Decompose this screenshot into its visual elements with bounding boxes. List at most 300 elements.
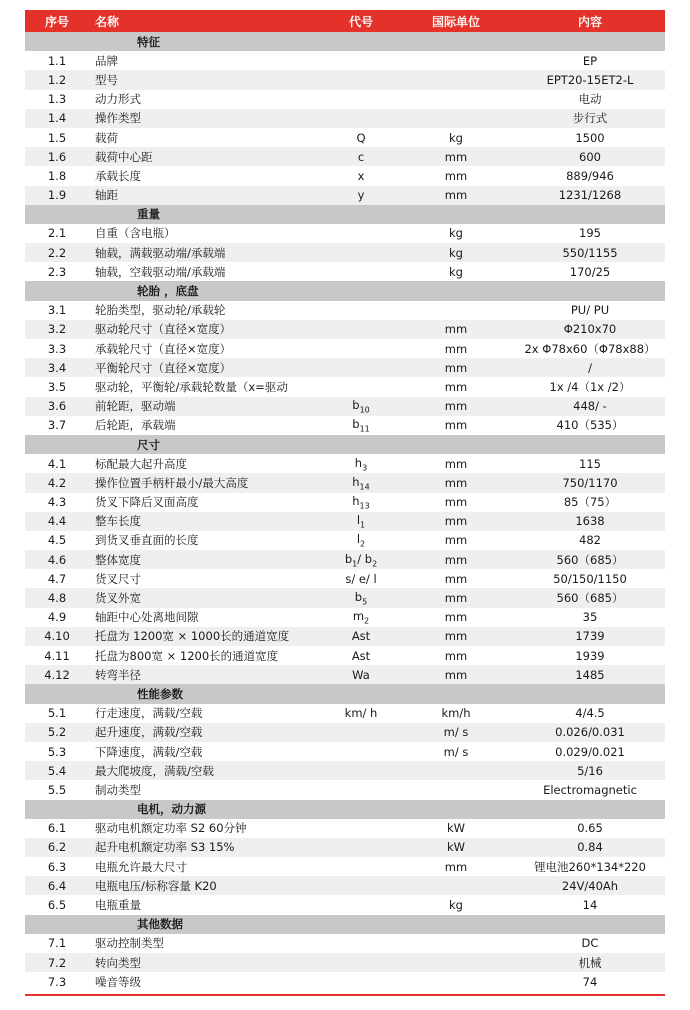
table-row <box>25 454 665 473</box>
table-row <box>25 627 665 646</box>
code-text: km/ h <box>344 706 378 721</box>
row-unit: mm <box>444 648 468 663</box>
row-unit: kW <box>397 838 515 857</box>
row-code <box>325 934 397 953</box>
row-name: 转弯半径 <box>89 665 325 684</box>
row-number: 1.6 <box>25 147 89 166</box>
code-text: b <box>344 551 353 566</box>
row-unit: km/h <box>441 706 471 721</box>
row-number: 4.4 <box>25 512 89 531</box>
row-number: 1.9 <box>25 186 89 205</box>
table-row <box>25 780 665 799</box>
table-row <box>25 397 665 416</box>
row-code <box>325 262 397 281</box>
row-unit <box>397 876 515 895</box>
section-title: 电机，动力源 <box>25 800 665 819</box>
row-number: 4.1 <box>47 456 67 471</box>
code-subscript-2: 2 <box>372 558 378 568</box>
row-number: 2.1 <box>47 226 67 241</box>
section-header-row <box>25 435 665 454</box>
row-code <box>325 186 397 205</box>
row-number: 1.8 <box>47 168 67 183</box>
code-text: h <box>352 493 360 508</box>
row-value: 0.029/0.021 <box>555 744 625 759</box>
code-subscript: 11 <box>359 424 370 434</box>
row-code <box>325 147 397 166</box>
row-number: 3.1 <box>47 303 67 318</box>
row-number: 6.5 <box>47 898 67 913</box>
row-code <box>325 416 397 435</box>
code-text: h <box>354 455 363 470</box>
row-value: 195 <box>579 226 601 241</box>
row-unit: mm <box>444 495 468 510</box>
code-subscript: 1 <box>352 558 358 568</box>
table-row <box>25 665 665 684</box>
row-name: 电瓶电压/标称容量 K20 <box>89 876 325 895</box>
table-row <box>25 704 665 723</box>
row-code <box>325 320 397 339</box>
row-value: 锂电池260*134*220 <box>534 859 646 874</box>
header-value: 内容 <box>577 14 602 29</box>
row-code <box>325 301 397 320</box>
table-row <box>25 512 665 531</box>
row-unit: mm <box>444 341 468 356</box>
row-number: 6.1 <box>47 821 67 836</box>
row-value: 560（685） <box>515 588 665 607</box>
row-number: 3.5 <box>47 379 67 394</box>
row-unit <box>397 780 515 799</box>
row-value: 750/1170 <box>515 473 665 492</box>
row-code <box>325 90 397 109</box>
row-unit: mm <box>444 859 468 874</box>
row-number: 3.2 <box>25 320 89 339</box>
row-code <box>325 454 397 473</box>
row-unit <box>397 972 515 991</box>
header-unit: 国际单位 <box>431 14 480 29</box>
row-name: 到货叉垂直面的长度 <box>95 533 199 548</box>
row-value: 1638 <box>515 512 665 531</box>
row-name: 电瓶允许最大尺寸 <box>95 859 187 874</box>
code-subscript: 3 <box>362 462 368 472</box>
row-code <box>325 550 397 569</box>
row-name: 轮胎类型，驱动轮/承载轮 <box>95 303 226 318</box>
section-header-row <box>25 915 665 934</box>
row-code <box>325 339 397 358</box>
table-row <box>25 377 665 396</box>
row-unit: mm <box>444 610 468 625</box>
row-number: 4.9 <box>47 610 67 625</box>
row-value: 74 <box>582 974 598 989</box>
section-title: 重量 <box>25 205 665 224</box>
row-number: 2.2 <box>25 243 89 262</box>
code-subscript: 2 <box>364 616 370 626</box>
row-unit: mm <box>397 186 515 205</box>
row-code <box>325 608 397 627</box>
header-no: 序号 <box>44 14 69 29</box>
row-unit <box>397 51 515 70</box>
section-header-row <box>25 205 665 224</box>
row-name: 操作类型 <box>89 109 325 128</box>
row-name: 噪音等级 <box>95 974 141 989</box>
row-name: 货叉外宽 <box>89 588 325 607</box>
row-value: 0.65 <box>577 821 603 836</box>
row-name: 前轮距，驱动端 <box>89 397 325 416</box>
row-value: Φ210x70 <box>515 320 665 339</box>
row-value: 1500 <box>575 130 605 145</box>
row-name: 载荷中心距 <box>89 147 325 166</box>
row-value: 448/ - <box>515 397 665 416</box>
row-value: 50/150/1150 <box>553 571 627 586</box>
row-unit <box>397 301 515 320</box>
row-name: 品牌 <box>95 53 118 68</box>
row-name: 承载长度 <box>95 168 141 183</box>
code-text: Ast <box>351 629 371 644</box>
row-value: DC <box>581 936 599 951</box>
row-value: 550/1155 <box>515 243 665 262</box>
table-row <box>25 128 665 147</box>
row-unit: mm <box>397 512 515 531</box>
row-value: 1939 <box>575 648 605 663</box>
row-unit: kg <box>449 264 463 279</box>
header-code: 代号 <box>348 14 373 29</box>
row-value: 2x Φ78x60（Φ78x88） <box>524 341 656 356</box>
row-unit <box>397 109 515 128</box>
code-subscript: 5 <box>362 597 368 607</box>
row-name: 驱动电机额定功率 S2 60分钟 <box>95 821 247 836</box>
row-name: 平衡轮尺寸（直径×宽度） <box>89 358 325 377</box>
table-row <box>25 493 665 512</box>
row-code <box>325 857 397 876</box>
row-code <box>325 876 397 895</box>
row-name: 整车长度 <box>89 512 325 531</box>
row-value: 14 <box>582 898 598 913</box>
table-row <box>25 857 665 876</box>
table-row <box>25 473 665 492</box>
row-code <box>325 646 397 665</box>
row-unit: kW <box>446 821 466 836</box>
code-text: m <box>352 609 365 624</box>
row-code <box>325 569 397 588</box>
row-unit: mm <box>397 627 515 646</box>
row-number: 4.5 <box>47 533 67 548</box>
row-name: 整体宽度 <box>89 550 325 569</box>
spec-table-container <box>25 10 665 991</box>
row-number: 4.6 <box>25 550 89 569</box>
row-number: 4.12 <box>25 665 89 684</box>
row-number: 4.3 <box>47 495 67 510</box>
code-text: l <box>356 532 361 547</box>
row-name: 自重（含电瓶） <box>95 226 176 241</box>
table-row <box>25 186 665 205</box>
row-unit: mm <box>397 397 515 416</box>
row-name: 动力形式 <box>95 92 141 107</box>
row-number: 4.7 <box>47 571 67 586</box>
table-body <box>25 32 665 991</box>
spec-table <box>25 10 665 991</box>
row-number: 4.2 <box>25 473 89 492</box>
row-number: 1.1 <box>47 53 67 68</box>
table-row <box>25 646 665 665</box>
row-name: 行走速度，满载/空载 <box>95 706 203 721</box>
row-code <box>325 51 397 70</box>
table-row <box>25 876 665 895</box>
row-number: 5.5 <box>47 782 67 797</box>
row-value: EPT20-15ET2-L <box>515 70 665 89</box>
row-unit <box>397 953 515 972</box>
row-number: 6.2 <box>25 838 89 857</box>
row-number: 5.1 <box>47 706 67 721</box>
row-value: 1x /4（1x /2） <box>549 379 631 394</box>
row-number: 1.5 <box>47 130 67 145</box>
row-unit: kg <box>449 898 463 913</box>
row-code <box>325 243 397 262</box>
section-title: 性能参数 <box>25 684 665 703</box>
table-row <box>25 972 665 991</box>
code-subscript: 14 <box>359 482 370 492</box>
row-number: 1.3 <box>47 92 67 107</box>
row-unit: mm <box>397 588 515 607</box>
row-value: 4/4.5 <box>575 706 605 721</box>
section-title: 轮胎 ，底盘 <box>25 281 665 300</box>
row-name: 轴载，满载驱动端/承载端 <box>89 243 325 262</box>
row-value: 560（685） <box>515 550 665 569</box>
row-value: 步行式 <box>515 109 665 128</box>
section-header-row <box>25 684 665 703</box>
row-name: 轴载，空载驱动端/承载端 <box>95 264 226 279</box>
row-code <box>325 70 397 89</box>
row-name: 托盘为 1200宽 × 1000长的通道宽度 <box>89 627 325 646</box>
table-row <box>25 569 665 588</box>
row-name: 操作位置手柄杆最小/最大高度 <box>89 473 325 492</box>
row-value: 0.84 <box>515 838 665 857</box>
row-code <box>325 704 397 723</box>
row-name: 起升速度，满载/空载 <box>89 723 325 742</box>
table-row <box>25 416 665 435</box>
code-subscript: 13 <box>359 501 370 511</box>
row-code <box>325 512 397 531</box>
row-number: 1.2 <box>25 70 89 89</box>
row-code <box>325 953 397 972</box>
bottom-divider <box>25 994 665 996</box>
table-row <box>25 90 665 109</box>
row-number: 4.10 <box>25 627 89 646</box>
code-text: Wa <box>352 667 370 682</box>
row-number: 3.7 <box>47 418 67 433</box>
row-unit: mm <box>444 168 468 183</box>
row-name: 电瓶重量 <box>95 898 141 913</box>
row-name: 托盘为800宽 × 1200长的通道宽度 <box>95 648 279 663</box>
row-value: 机械 <box>515 953 665 972</box>
row-code <box>325 819 397 838</box>
section-title: 尺寸 <box>25 435 665 454</box>
code-subscript: 10 <box>359 405 370 415</box>
row-name: 驱动轮尺寸（直径×宽度） <box>89 320 325 339</box>
row-code <box>325 895 397 914</box>
code-subscript: 1 <box>360 520 366 530</box>
row-value: 115 <box>579 456 601 471</box>
row-number: 3.3 <box>47 341 67 356</box>
table-row <box>25 550 665 569</box>
row-name: 货叉下降后叉面高度 <box>95 495 199 510</box>
row-number: 7.3 <box>47 974 67 989</box>
row-value: 600 <box>515 147 665 166</box>
row-code <box>325 742 397 761</box>
table-row <box>25 70 665 89</box>
table-row <box>25 588 665 607</box>
row-code <box>325 588 397 607</box>
row-name: 载荷 <box>95 130 118 145</box>
row-code <box>325 166 397 185</box>
header-name: 名称 <box>95 14 120 29</box>
table-row <box>25 147 665 166</box>
code-text: b <box>352 417 360 432</box>
row-number: 1.4 <box>25 109 89 128</box>
code-text: y <box>357 188 365 203</box>
row-unit: m/ s <box>443 744 469 759</box>
row-name: 制动类型 <box>95 782 141 797</box>
row-value: 0.026/0.031 <box>515 723 665 742</box>
code-text: x <box>357 168 365 183</box>
row-name: 标配最大起升高度 <box>95 456 187 471</box>
row-number: 4.11 <box>44 648 70 663</box>
row-unit: kg <box>397 243 515 262</box>
row-value: 35 <box>582 610 598 625</box>
row-name: 下降速度，满载/空载 <box>95 744 203 759</box>
row-value: 85（75） <box>563 495 617 510</box>
row-code <box>325 128 397 147</box>
row-number: 6.4 <box>25 876 89 895</box>
row-number: 5.4 <box>25 761 89 780</box>
row-name: 驱动控制类型 <box>95 936 164 951</box>
row-number: 5.3 <box>47 744 67 759</box>
table-row <box>25 301 665 320</box>
row-value: 电动 <box>578 92 602 107</box>
code-text: l <box>356 513 361 528</box>
row-unit: kg <box>449 130 463 145</box>
row-code <box>325 780 397 799</box>
table-row <box>25 723 665 742</box>
row-unit <box>397 761 515 780</box>
row-code <box>325 665 397 684</box>
code-text: s/ e/ l <box>345 571 377 586</box>
row-name: 货叉尺寸 <box>95 571 141 586</box>
table-row <box>25 262 665 281</box>
row-unit: mm <box>397 473 515 492</box>
table-row <box>25 358 665 377</box>
table-row <box>25 531 665 550</box>
row-unit: mm <box>397 147 515 166</box>
row-number: 2.3 <box>47 264 67 279</box>
row-unit: mm <box>444 571 468 586</box>
table-row <box>25 224 665 243</box>
row-code <box>325 723 397 742</box>
row-name: 转向类型 <box>89 953 325 972</box>
table-row <box>25 320 665 339</box>
row-unit: mm <box>397 665 515 684</box>
row-name: 起升电机额定功率 S3 15% <box>89 838 325 857</box>
row-code <box>325 377 397 396</box>
table-row <box>25 166 665 185</box>
row-value: 889/946 <box>566 168 614 183</box>
section-title: 其他数据 <box>25 915 665 934</box>
row-number: 3.6 <box>25 397 89 416</box>
code-text: Ast <box>351 648 371 663</box>
code-text: b <box>352 398 360 412</box>
section-header-row <box>25 32 665 51</box>
row-unit <box>397 90 515 109</box>
row-value: 1231/1268 <box>515 186 665 205</box>
table-row <box>25 742 665 761</box>
row-code <box>325 972 397 991</box>
code-text: Q <box>356 130 366 145</box>
row-unit: mm <box>444 418 468 433</box>
row-number: 7.2 <box>25 953 89 972</box>
row-unit <box>397 70 515 89</box>
row-unit: mm <box>444 456 468 471</box>
row-number: 7.1 <box>47 936 67 951</box>
row-number: 6.3 <box>47 859 67 874</box>
row-name: 轴距中心处离地间隙 <box>95 610 199 625</box>
table-row <box>25 895 665 914</box>
row-code <box>325 838 397 857</box>
row-value: 5/16 <box>515 761 665 780</box>
row-code <box>325 397 397 416</box>
row-value: / <box>515 358 665 377</box>
table-row <box>25 953 665 972</box>
row-unit: mm <box>397 358 515 377</box>
row-code <box>325 224 397 243</box>
row-code <box>325 493 397 512</box>
section-header-row <box>25 800 665 819</box>
row-code <box>325 109 397 128</box>
code-text-2: / b <box>357 551 373 566</box>
table-row <box>25 109 665 128</box>
table-row <box>25 934 665 953</box>
code-text: c <box>357 149 365 164</box>
table-row <box>25 761 665 780</box>
row-code <box>325 473 397 492</box>
row-code <box>325 358 397 377</box>
row-value: 1739 <box>515 627 665 646</box>
code-text: b <box>354 589 363 604</box>
row-value: 170/25 <box>569 264 611 279</box>
row-name: 承载轮尺寸（直径×宽度） <box>95 341 232 356</box>
row-name: 驱动轮，平衡轮/承载轮数量（x=驱动 <box>95 379 288 394</box>
row-unit: mm <box>444 379 468 394</box>
table-header <box>25 10 665 32</box>
table-row <box>25 339 665 358</box>
section-header-row <box>25 281 665 300</box>
row-value: PU/ PU <box>570 303 610 318</box>
table-row <box>25 243 665 262</box>
row-unit: mm <box>444 533 468 548</box>
table-row <box>25 838 665 857</box>
row-code <box>325 531 397 550</box>
row-unit: mm <box>397 320 515 339</box>
row-value: EP <box>582 53 598 68</box>
row-name: 后轮距，承载端 <box>95 418 176 433</box>
table-row <box>25 819 665 838</box>
row-unit: m/ s <box>397 723 515 742</box>
row-number: 5.2 <box>25 723 89 742</box>
row-value: 410（535） <box>556 418 624 433</box>
row-value: 1485 <box>515 665 665 684</box>
row-value: 482 <box>579 533 601 548</box>
row-value: Electromagnetic <box>543 782 637 797</box>
row-name: 最大爬坡度，满载/空载 <box>89 761 325 780</box>
row-unit <box>397 934 515 953</box>
row-unit: mm <box>397 550 515 569</box>
